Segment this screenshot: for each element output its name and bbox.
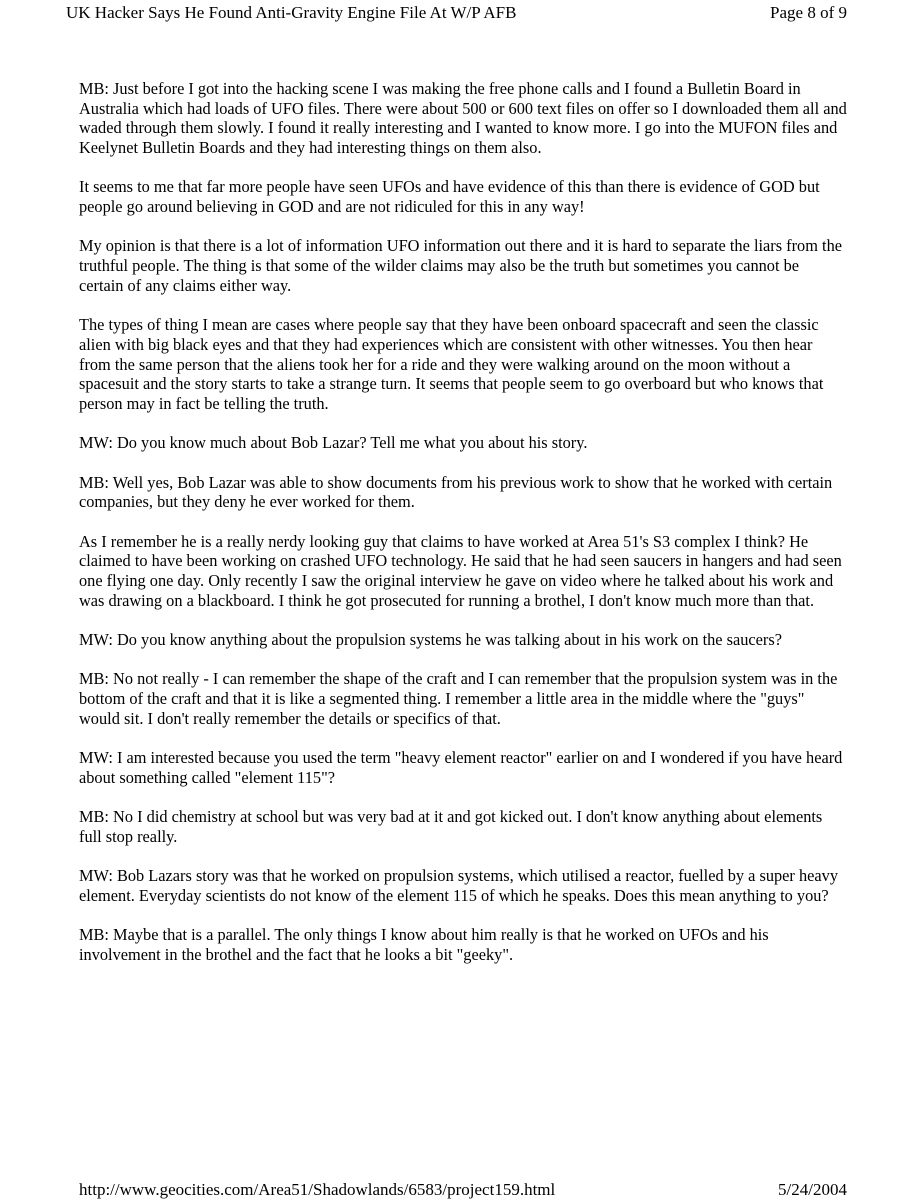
- paragraph: My opinion is that there is a lot of information UFO information out there and it is hard to separate the liars from the truthful people. The thing is that some of the wilder claims may also be the truth but sometimes you cannot be certain of any claims either way.: [79, 236, 842, 295]
- paragraph: MB: Well yes, Bob Lazar was able to show documents from his previous work to show that he worked with certain companies, but they deny he ever worked for them.: [79, 472, 833, 512]
- paragraph: MB: Just before I got into the hacking scene I was making the free phone calls and I found a Bulletin Board in Australia which had loads of UFO files. There were about 500 or 600 text files on offer so I downloaded them all and waded through them slowly. I found it really interesting and I wanted to know more. I go into the MUFON files and Keelynet Bulletin Boards and they had interesting things on them also.: [79, 79, 847, 158]
- print-date: 5/24/2004: [778, 1180, 847, 1199]
- document-body: [79, 79, 847, 984]
- paragraph: MW: Do you know much about Bob Lazar? Tell me what you about his story.: [79, 433, 588, 453]
- paragraph: MB: No I did chemistry at school but was very bad at it and got kicked out. I don't know anything about elements full stop really.: [79, 806, 823, 846]
- document-title: UK Hacker Says He Found Anti-Gravity Engine File At W/P AFB: [66, 3, 517, 22]
- paragraph: MB: No not really - I can remember the shape of the craft and I can remember that the propulsion system was in the bottom of the craft and that it is like a segmented thing. I remember a little area in the middle where the "guys" would sit. I don't really remember the details or specifics of that.: [79, 669, 838, 728]
- page-header: [0, 0, 913, 30]
- source-url: http://www.geocities.com/Area51/Shadowlands/6583/project159.html: [79, 1180, 556, 1199]
- paragraph: As I remember he is a really nerdy looking guy that claims to have worked at Area 51's S3 complex I think? He claimed to have been working on crashed UFO technology. He said that he had seen saucers in hangers and had seen one flying one day. Only recently I saw the original interview he gave on video where he talked about his work and was drawing on a blackboard. I think he got prosecuted for running a brothel, I don't know much more than that.: [79, 531, 842, 610]
- paragraph: The types of thing I mean are cases where people say that they have been onboard spacecraft and seen the classic alien with big black eyes and that they had experiences which are consistent with other witnesses. You then hear from the same person that the aliens took her for a ride and they were walking around on the moon without a spacesuit and the story starts to take a strange turn. It seems that people seem to go overboard but who knows that person may in fact be telling the truth.: [79, 315, 824, 413]
- paragraph: MW: I am interested because you used the term "heavy element reactor" earlier on and I wondered if you have heard about something called "element 115"?: [79, 747, 843, 787]
- paragraph: MW: Bob Lazars story was that he worked on propulsion systems, which utilised a reactor, fuelled by a super heavy element. Everyday scientists do not know of the element 115 of which he speaks. Does this mean anything to you?: [79, 865, 838, 905]
- page-footer: [0, 1180, 913, 1200]
- page-number: Page 8 of 9: [770, 3, 847, 22]
- paragraph: It seems to me that far more people have seen UFOs and have evidence of this than there is evidence of GOD but people go around believing in GOD and are not ridiculed for this in any way!: [79, 177, 820, 217]
- paragraph: MB: Maybe that is a parallel. The only things I know about him really is that he worked on UFOs and his involvement in the brothel and the fact that he looks a bit "geeky".: [79, 924, 769, 964]
- paragraph: MW: Do you know anything about the propulsion systems he was talking about in his work on the saucers?: [79, 629, 782, 649]
